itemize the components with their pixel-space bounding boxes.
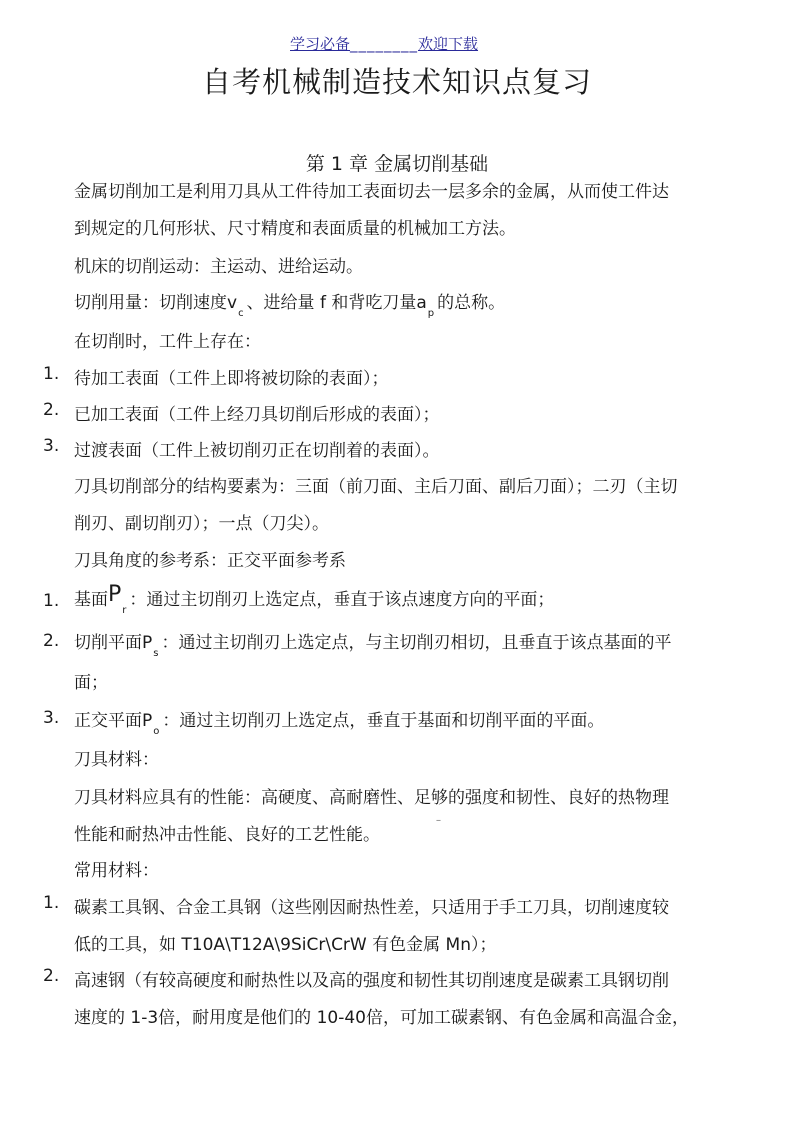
plane-name: 切削平面 xyxy=(74,633,142,653)
surfaces-intro: 在切削时，工件上存在： xyxy=(74,332,261,352)
plane-subscript: s xyxy=(153,648,159,659)
structure-line-2: 削刃、副切削刃）；一点（刀尖）。 xyxy=(74,514,329,534)
chapter-heading: 第 1 章 金属切削基础 xyxy=(305,153,489,175)
dosage-text-a: 切削用量：切削速度 xyxy=(74,293,227,313)
material-item-2-line-1: 高速钢（有较高硬度和耐热性以及高的强度和韧性其切削速度是碳素工具钢切削 xyxy=(74,971,669,991)
plane-description: ：通过主切削刃上选定点，垂直于基面和切削平面的平面。 xyxy=(162,711,605,731)
structure-line-1: 刀具切削部分的结构要素为：三面（前刀面、主后刀面、副后刀面）；二刃（主切 xyxy=(74,477,678,497)
dosage-text-d: 的总称。 xyxy=(437,293,506,313)
depth-subscript: p xyxy=(427,308,435,319)
material-item-1-line-2: 低的工具，如 T10A\T12A\9SiCr\CrW 有色金属 Mn）； xyxy=(74,935,497,955)
header-left-text: 学习必备 xyxy=(290,35,351,53)
plane-item-2-continued: 面； xyxy=(74,673,108,693)
plane-name: 基面 xyxy=(74,590,108,610)
plane-description: ：通过主切削刃上选定点，垂直于该点速度方向的平面； xyxy=(129,590,555,610)
cutting-dosage-line xyxy=(74,288,506,319)
stray-mark: – xyxy=(436,815,441,826)
document-title: 自考机械制造技术知识点复习 xyxy=(201,65,592,99)
plane-name: 正交平面 xyxy=(74,711,142,731)
list-number: 1. xyxy=(43,364,60,384)
paragraph-definition-line-1: 金属切削加工是利用刀具从工件待加工表面切去一层多余的金属，从而使工件达 xyxy=(74,182,669,202)
plane-item-2 xyxy=(74,628,672,659)
header-right-text: 欢迎下载 xyxy=(418,35,479,53)
properties-line-2: 性能和耐热冲击性能、良好的工艺性能。 xyxy=(74,825,380,845)
list-number: 2. xyxy=(43,631,60,651)
tool-material-heading: 刀具材料： xyxy=(74,750,159,770)
plane-symbol: P xyxy=(108,582,122,607)
feed-symbol: f xyxy=(319,293,326,313)
list-number: 2. xyxy=(43,966,60,986)
page-header xyxy=(290,33,478,54)
dosage-text-c: 和背吃刀量 xyxy=(331,293,417,313)
surface-item-3: 过渡表面（工件上被切削刃正在切削着的表面）。 xyxy=(74,441,440,461)
list-number: 1. xyxy=(43,893,60,913)
plane-subscript: r xyxy=(122,605,127,616)
list-number: 1. xyxy=(43,591,60,611)
plane-description: ：通过主切削刃上选定点，与主切削刃相切，且垂直于该点基面的平 xyxy=(161,633,672,653)
cutting-motion-line: 机床的切削运动：主运动、进给运动。 xyxy=(74,257,363,277)
surface-item-2: 已加工表面（工件上经刀具切削后形成的表面）； xyxy=(74,405,440,425)
depth-symbol: a xyxy=(416,293,427,313)
plane-symbol: P xyxy=(142,711,153,731)
plane-subscript: o xyxy=(153,726,160,737)
velocity-symbol: v xyxy=(227,293,238,313)
plane-symbol: P xyxy=(142,633,153,653)
material-item-2-line-2: 速度的 1-3倍，耐用度是他们的 10-40倍，可加工碳素钢、有色金属和高温合金， xyxy=(74,1008,689,1028)
reference-system-line: 刀具角度的参考系：正交平面参考系 xyxy=(74,551,346,571)
properties-line-1: 刀具材料应具有的性能：高硬度、高耐磨性、足够的强度和韧性、良好的热物理 xyxy=(74,788,669,808)
plane-item-3 xyxy=(74,706,605,737)
surface-item-1: 待加工表面（工件上即将被切除的表面）； xyxy=(74,369,389,389)
header-separator: ________ xyxy=(350,35,419,53)
paragraph-definition-line-2: 到规定的几何形状、尺寸精度和表面质量的机械加工方法。 xyxy=(74,219,516,239)
material-item-1-line-1: 碳素工具钢、合金工具钢（这些刚因耐热性差，只适用于手工刀具，切削速度较 xyxy=(74,898,669,918)
velocity-subscript: c xyxy=(238,308,244,319)
dosage-text-b: 、进给量 xyxy=(246,293,315,313)
plane-item-1 xyxy=(74,582,555,616)
list-number: 2. xyxy=(43,400,60,420)
list-number: 3. xyxy=(43,436,60,456)
list-number: 3. xyxy=(43,708,60,728)
common-materials-heading: 常用材料： xyxy=(74,861,159,881)
